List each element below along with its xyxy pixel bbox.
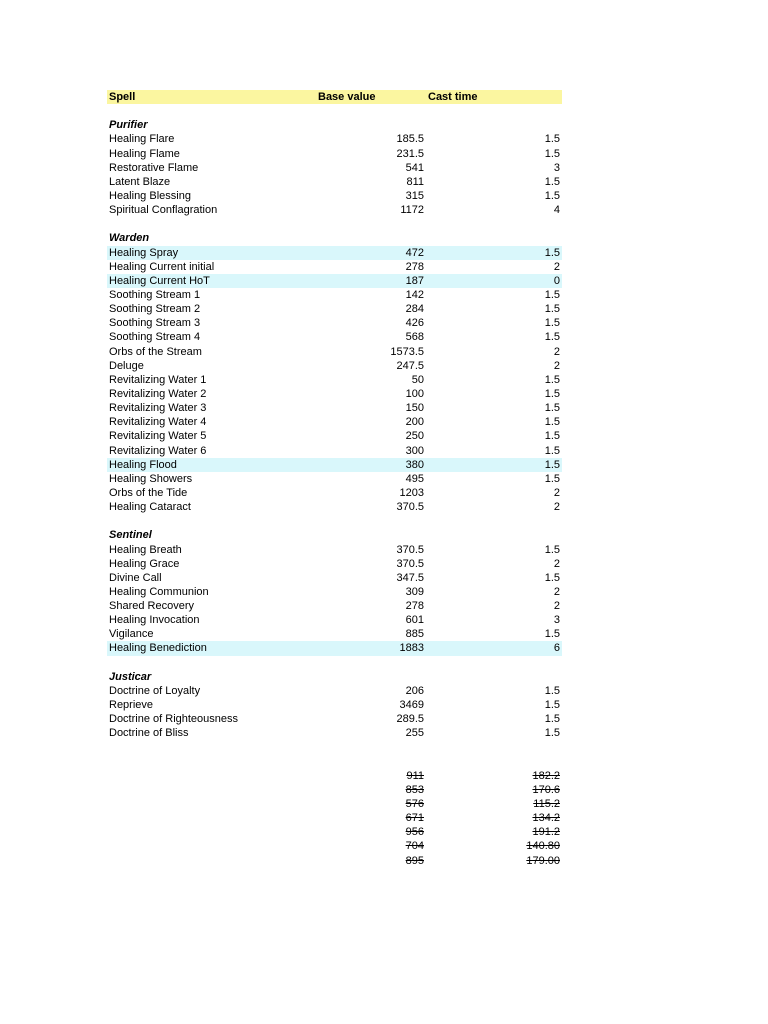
table-row bbox=[107, 472, 562, 486]
base-value: 185.5 bbox=[396, 133, 424, 146]
base-value: 300 bbox=[405, 444, 424, 457]
spell-name: Healing Current HoT bbox=[109, 274, 210, 287]
struck-base-value: 853 bbox=[405, 783, 424, 796]
table-row bbox=[107, 302, 562, 316]
table-row bbox=[107, 684, 562, 698]
base-value: 278 bbox=[405, 260, 424, 273]
table-row bbox=[107, 274, 562, 288]
header-base-value: Base value bbox=[318, 91, 376, 103]
cast-time: 2 bbox=[553, 486, 560, 499]
cast-time: 1.5 bbox=[544, 472, 560, 485]
cast-time: 0 bbox=[553, 274, 560, 287]
base-value: 309 bbox=[405, 585, 424, 598]
struck-row bbox=[107, 783, 562, 797]
cast-time: 1.5 bbox=[544, 444, 560, 457]
cast-time: 1.5 bbox=[544, 387, 560, 400]
spell-name: Doctrine of Righteousness bbox=[109, 713, 239, 726]
spell-name: Healing Flood bbox=[109, 458, 177, 471]
table-row bbox=[107, 132, 562, 146]
base-value: 370.5 bbox=[396, 543, 424, 556]
table-row bbox=[107, 161, 562, 175]
table-row bbox=[107, 429, 562, 443]
base-value: 541 bbox=[405, 161, 424, 174]
cast-time: 1.5 bbox=[544, 189, 560, 202]
spell-name: Healing Communion bbox=[109, 585, 209, 598]
spell-name: Vigilance bbox=[109, 628, 154, 641]
spell-name: Healing Showers bbox=[109, 472, 193, 485]
base-value: 811 bbox=[406, 175, 424, 188]
cast-time: 1.5 bbox=[544, 430, 560, 443]
table-row bbox=[107, 415, 562, 429]
struck-row bbox=[107, 825, 562, 839]
table-row bbox=[107, 387, 562, 401]
section-title-text: Warden bbox=[109, 232, 150, 245]
struck-row bbox=[107, 797, 562, 811]
spell-name: Soothing Stream 2 bbox=[109, 303, 201, 316]
cast-time: 1.5 bbox=[544, 246, 560, 259]
table-row bbox=[107, 401, 562, 415]
cast-time: 1.5 bbox=[544, 317, 560, 330]
cast-time: 2 bbox=[553, 260, 560, 273]
table-row bbox=[107, 373, 562, 387]
base-value: 289.5 bbox=[396, 713, 424, 726]
spell-name: Healing Grace bbox=[109, 557, 180, 570]
struck-cast-value: 191.2 bbox=[532, 826, 560, 839]
cast-time: 1.5 bbox=[544, 402, 560, 415]
spell-name: Orbs of the Stream bbox=[109, 345, 202, 358]
section-title-text: Purifier bbox=[109, 119, 148, 132]
section-title-text: Justicar bbox=[109, 670, 152, 683]
base-value: 278 bbox=[405, 600, 424, 613]
base-value: 1203 bbox=[399, 486, 424, 499]
spell-name: Healing Flame bbox=[109, 147, 180, 160]
base-value: 495 bbox=[405, 472, 424, 485]
section-title bbox=[107, 670, 562, 684]
table-row bbox=[107, 641, 562, 655]
base-value: 142 bbox=[405, 288, 424, 301]
table-row bbox=[107, 444, 562, 458]
spell-name: Revitalizing Water 2 bbox=[109, 387, 207, 400]
spell-name: Healing Spray bbox=[109, 246, 179, 259]
struck-base-value: 911 bbox=[406, 769, 424, 782]
table-row bbox=[107, 543, 562, 557]
cast-time: 1.5 bbox=[544, 288, 560, 301]
table-row bbox=[107, 345, 562, 359]
spell-name: Healing Invocation bbox=[109, 614, 200, 627]
table-row bbox=[107, 698, 562, 712]
table-row bbox=[107, 203, 562, 217]
base-value: 601 bbox=[405, 614, 424, 627]
table-row bbox=[107, 288, 562, 302]
spell-name: Shared Recovery bbox=[109, 600, 194, 613]
spell-name: Doctrine of Bliss bbox=[109, 727, 189, 740]
base-value: 150 bbox=[405, 402, 424, 415]
struck-cast-value: 182.2 bbox=[532, 769, 560, 782]
table-row bbox=[107, 316, 562, 330]
cast-time: 1.5 bbox=[544, 175, 560, 188]
cast-time: 1.5 bbox=[544, 416, 560, 429]
base-value: 1883 bbox=[399, 642, 424, 655]
table-row bbox=[107, 627, 562, 641]
base-value: 1573.5 bbox=[390, 345, 424, 358]
cast-time: 1.5 bbox=[544, 303, 560, 316]
section-title bbox=[107, 528, 562, 542]
base-value: 426 bbox=[405, 317, 424, 330]
cast-time: 3 bbox=[553, 614, 560, 627]
spell-name: Latent Blaze bbox=[109, 175, 171, 188]
table-body bbox=[107, 104, 562, 868]
spell-name: Healing Breath bbox=[109, 543, 182, 556]
cast-time: 3 bbox=[553, 161, 560, 174]
spell-name: Healing Flare bbox=[109, 133, 175, 146]
cast-time: 4 bbox=[553, 204, 560, 217]
cast-time: 1.5 bbox=[544, 699, 560, 712]
struck-cast-value: 179.00 bbox=[526, 854, 560, 867]
struck-base-value: 704 bbox=[405, 840, 424, 853]
spell-name: Healing Cataract bbox=[109, 501, 191, 514]
base-value: 250 bbox=[405, 430, 424, 443]
base-value: 255 bbox=[405, 727, 424, 740]
spell-name: Healing Benediction bbox=[109, 642, 207, 655]
spell-name: Healing Current initial bbox=[109, 260, 215, 273]
spell-name: Healing Blessing bbox=[109, 189, 191, 202]
cast-time: 1.5 bbox=[544, 571, 560, 584]
spacer-row bbox=[107, 755, 562, 769]
base-value: 231.5 bbox=[396, 147, 424, 160]
table-row bbox=[107, 359, 562, 373]
cast-time: 2 bbox=[553, 557, 560, 570]
table-row bbox=[107, 189, 562, 203]
base-value: 247.5 bbox=[396, 359, 424, 372]
table-row bbox=[107, 246, 562, 260]
struck-cast-value: 170.6 bbox=[532, 783, 560, 796]
base-value: 284 bbox=[405, 303, 424, 316]
base-value: 3469 bbox=[399, 699, 424, 712]
cast-time: 1.5 bbox=[544, 543, 560, 556]
header-row bbox=[107, 90, 562, 104]
table-row bbox=[107, 613, 562, 627]
spell-name: Divine Call bbox=[109, 571, 162, 584]
struck-base-value: 576 bbox=[405, 798, 424, 811]
header-cast-time: Cast time bbox=[428, 91, 478, 103]
spell-name: Reprieve bbox=[109, 699, 154, 712]
base-value: 472 bbox=[405, 246, 424, 259]
spell-name: Revitalizing Water 3 bbox=[109, 402, 207, 415]
section-title bbox=[107, 231, 562, 245]
table-row bbox=[107, 726, 562, 740]
struck-row bbox=[107, 769, 562, 783]
spacer-row bbox=[107, 104, 562, 118]
section-title-text: Sentinel bbox=[109, 529, 152, 542]
cast-time: 1.5 bbox=[544, 628, 560, 641]
cast-time: 1.5 bbox=[544, 727, 560, 740]
spell-name: Soothing Stream 1 bbox=[109, 288, 201, 301]
base-value: 347.5 bbox=[396, 571, 424, 584]
spacer-row bbox=[107, 740, 562, 754]
cast-time: 1.5 bbox=[544, 331, 560, 344]
cast-time: 2 bbox=[553, 359, 560, 372]
table-row bbox=[107, 147, 562, 161]
struck-base-value: 956 bbox=[405, 826, 424, 839]
base-value: 206 bbox=[405, 684, 424, 697]
struck-row bbox=[107, 854, 562, 868]
cast-time: 2 bbox=[553, 345, 560, 358]
cast-time: 1.5 bbox=[544, 684, 560, 697]
spell-name: Doctrine of Loyalty bbox=[109, 684, 201, 697]
cast-time: 1.5 bbox=[544, 147, 560, 160]
spell-name: Spiritual Conflagration bbox=[109, 204, 218, 217]
cast-time: 6 bbox=[553, 642, 560, 655]
base-value: 315 bbox=[405, 189, 424, 202]
base-value: 885 bbox=[405, 628, 424, 641]
spell-name: Soothing Stream 3 bbox=[109, 317, 201, 330]
cast-time: 1.5 bbox=[544, 713, 560, 726]
base-value: 370.5 bbox=[396, 501, 424, 514]
table-row bbox=[107, 175, 562, 189]
cast-time: 1.5 bbox=[544, 373, 560, 386]
table-row bbox=[107, 585, 562, 599]
spell-name: Revitalizing Water 5 bbox=[109, 430, 207, 443]
struck-cast-value: 134.2 bbox=[532, 812, 560, 825]
base-value: 187 bbox=[405, 274, 424, 287]
base-value: 100 bbox=[405, 387, 424, 400]
spell-name: Revitalizing Water 4 bbox=[109, 416, 207, 429]
base-value: 568 bbox=[405, 331, 424, 344]
table-row bbox=[107, 486, 562, 500]
table-row bbox=[107, 599, 562, 613]
spell-name: Restorative Flame bbox=[109, 161, 199, 174]
table-row bbox=[107, 557, 562, 571]
cast-time: 2 bbox=[553, 501, 560, 514]
table-row bbox=[107, 712, 562, 726]
spell-name: Revitalizing Water 1 bbox=[109, 373, 207, 386]
cast-time: 1.5 bbox=[544, 458, 560, 471]
spacer-row bbox=[107, 217, 562, 231]
table-row bbox=[107, 571, 562, 585]
base-value: 200 bbox=[405, 416, 424, 429]
header-spell: Spell bbox=[109, 91, 136, 103]
cast-time: 2 bbox=[553, 600, 560, 613]
struck-row bbox=[107, 839, 562, 853]
struck-cast-value: 140.80 bbox=[526, 840, 560, 853]
base-value: 370.5 bbox=[396, 557, 424, 570]
struck-cast-value: 115.2 bbox=[533, 798, 560, 811]
table-row bbox=[107, 500, 562, 514]
spreadsheet bbox=[107, 90, 562, 868]
base-value: 50 bbox=[411, 373, 424, 386]
cast-time: 1.5 bbox=[544, 133, 560, 146]
table-row bbox=[107, 458, 562, 472]
base-value: 380 bbox=[405, 458, 424, 471]
struck-base-value: 895 bbox=[405, 854, 424, 867]
table-row bbox=[107, 260, 562, 274]
section-title bbox=[107, 118, 562, 132]
struck-row bbox=[107, 811, 562, 825]
spell-name: Deluge bbox=[109, 359, 144, 372]
spacer-row bbox=[107, 514, 562, 528]
spell-name: Orbs of the Tide bbox=[109, 486, 188, 499]
table-row bbox=[107, 330, 562, 344]
struck-base-value: 671 bbox=[405, 812, 424, 825]
spacer-row bbox=[107, 656, 562, 670]
spell-name: Revitalizing Water 6 bbox=[109, 444, 207, 457]
spell-name: Soothing Stream 4 bbox=[109, 331, 201, 344]
base-value: 1172 bbox=[400, 204, 424, 217]
cast-time: 2 bbox=[553, 585, 560, 598]
